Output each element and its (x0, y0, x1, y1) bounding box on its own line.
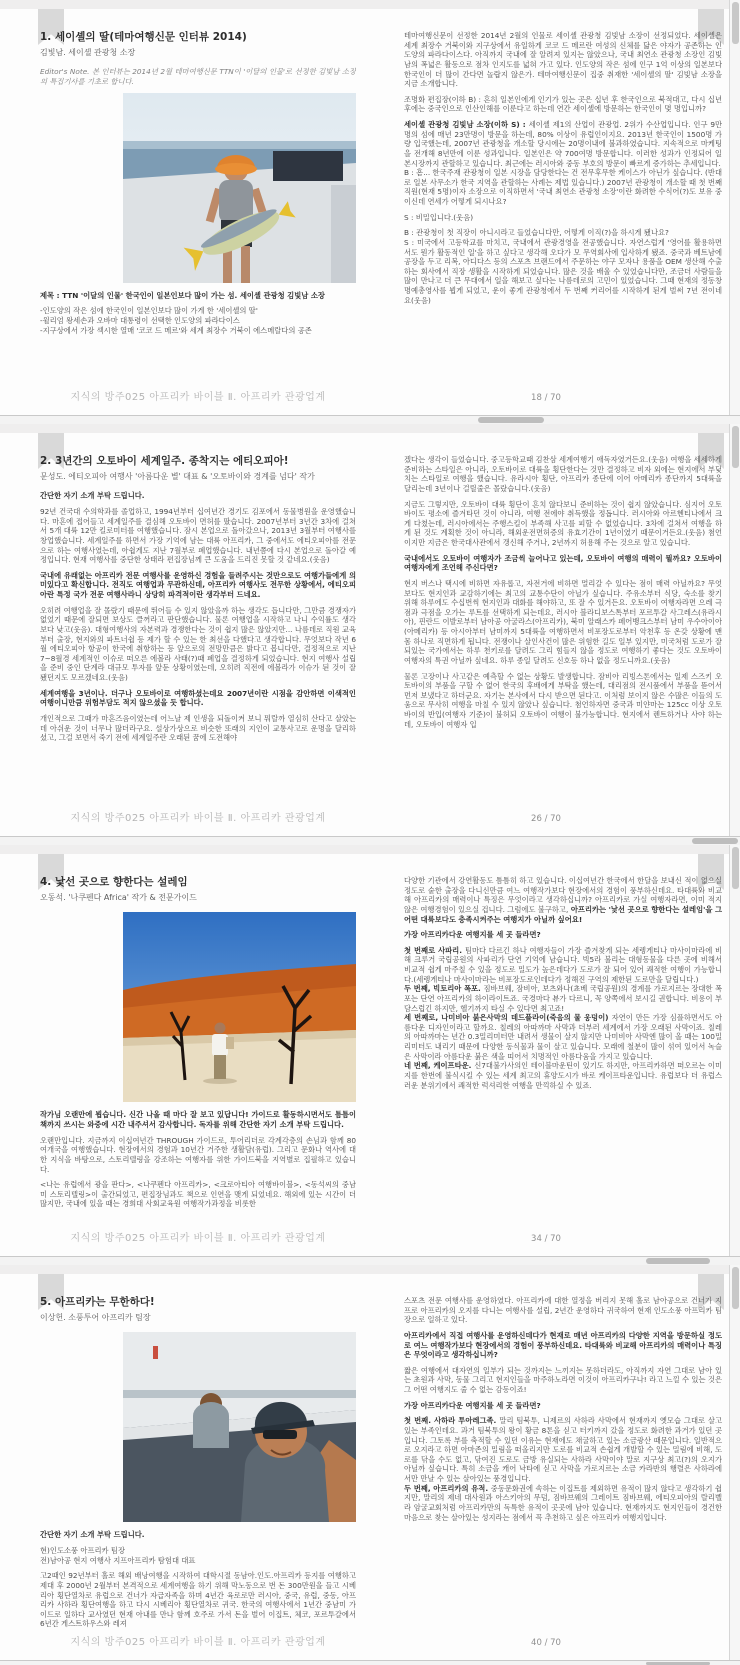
photo-namib-desert (123, 912, 356, 1102)
paragraph: S : 미국에서 고등학교를 마치고, 국내에서 관광경영을 전공했습니다. 자연스럽게 '영어를 활용하면서도 뭔가 활동적인 일'을 하고 싶다고 생각해 오다가 모 무역회사에 입사하게 됐죠. 중국과 베트남에 공장을 두고 리복, 아디다스 등의 스포츠 브랜드에서 주문하는 야구 모자나 용품을 OEM 생산해 수출하는 회사에서 직장 생활을 시작하게 되었습니다. 많은 것을 배울 수 있었습니다만, 조금더 사람들을 많이 만나고 더 큰 무대에서 일을 해보고 싶다는 나름데로의 고민이 있었습니다. 그때 현재의 정동창 명예총영사를 뵙게 되었고, 운이 좋게 관광청에서 두 번째 커리어를 시작하게 된게 벌써 7년 전이네요(웃음) (404, 237, 722, 305)
article-author: 오동석. '나쿠펜다 Africa' 작가 & 전문가이드 (40, 892, 197, 902)
article-title: 4. 낯선 곳으로 향한다는 설레임 (40, 876, 188, 888)
paragraph: 겠다는 생각이 들었습니다. 중고등학교때 김찬삼 세계여행기 애독자였거든요.(웃음) 여행을 세세하게 준비하는 스타일은 아니라, 오토바이로 대륙을 횡단한다는 것만 결정하고 비자 외에는 현지에서 부딪치는 스타일로 여행을 했습니다. 유라시아 횡단, 아프리카 종단에 이어 아메리카 종단까지 5대륙을 달리는데 3년이나 걸릴줄은 몰랐습니다.(웃음) (404, 455, 722, 493)
book-page (0, 433, 729, 836)
paragraph: 테마여행신문이 선정한 2014년 2월의 인물로 세이셸 관광청 김빛남 소장이 선정되었다. 세이셸은 세계 최장수 거북이와 지구상에서 유일하게 코코 드 메르란 여성의 신체를 닮은 야자가 공존하는 인도양의 파라다이스다. 아직까지 국내에 잘 알려져 있지는 않았으나, 국내 최연소 관광청 소장인 김빛남의 폭넓은 활동으로 점차 인지도를 넓혀 가고 있다. 인도양의 작은 섬에 인구 1억 이상의 일본보다 한국인이 더 많이 간다면 놀랍지 않은가. 테마여행신문이 집중 취재한 '세이셸의 딸' 김빛남 소장을 지금 소개합니다. (404, 31, 722, 89)
article-author: 김빛남. 세이셸 관광청 소장 (40, 47, 136, 57)
caption-line: 전)남아공 현지 여행사 지프아프리카 탐험대 대표 (40, 1555, 196, 1565)
bold-paragraph: 아프리카에서 직접 여행사를 운영하신데다가 현재로 매년 아프리카의 다양한 지역을 방문하실 정도로 여느 여행작가보다 현장에서의 경험이 풍부하신데요. 타대륙와 비교해 아프리카의 매력이나 특징은 무엇이라고 생각하십니까? (404, 1330, 722, 1360)
left-text-blocks (40, 491, 356, 742)
page-number: 40 / 70 (531, 1638, 561, 1648)
book-footer-title: 지식의 방주025 아프리카 바이블 Ⅱ. 아프리카 관광업계 (70, 1233, 326, 1244)
horizontal-scrollbar[interactable] (0, 415, 740, 424)
book-footer-title: 지식의 방주025 아프리카 바이블 Ⅱ. 아프리카 관광업계 (70, 1637, 326, 1648)
page-number: 34 / 70 (531, 1234, 561, 1244)
paragraph: 네 번째, 케이프타운. 신7대불가사의인 테이블마운틴이 있기도 하지만, 아프리카하면 떠오르는 이미지를 한번에 불식시킬 수 있는 세계 최고의 휴양도시가 바로 케이프타운입니다. 유럽보다 더 유럽스러운 분위기에서 쾌적한 럭셔리한 여행을 만끽하실 수 있죠. (404, 1061, 722, 1090)
book-page (0, 9, 729, 415)
caption-line: -윌리엄 왕세손과 오바마 대통령이 선택한 인도양의 파라다이스 (40, 315, 240, 325)
caption-line: -지구상에서 가장 섹시한 열매 '코코 드 메르'와 세계 최장수 거북이 에스메랄다의 공존 (40, 325, 312, 335)
page-spread-1 (0, 0, 740, 424)
bold-paragraph: 세계여행을 3년이나. 더구나 오토바이로 여행하셨는데요 2007년이란 시점을 감안하면 이색적인 여행이니만큼 위험부담도 적지 않으셨을 듯 합니다. (40, 688, 356, 708)
paragraph: 오히려 여행업을 잘 몰랐기 때문에 뛰어들 수 있지 않았을까 하는 생각도 듭니다만, 그만큼 경쟁자가 없었기 때문에 잘되면 보상도 클꺼라고 판단했습니다. 물론 여행업을 시작하고 나니 수익률도 생각보다 낮고(웃음). 대형여행사의 자본력과 경쟁한다는 것이 쉽지 많은 않았지만... 나름데로 직원 교육부터 출장, 현지와의 파트너쉽 등 제가 할 수 있는 한 최선을 다했다고 생각합니다. 무엇보다 작년 6월 에티오피아 항공이 한국에 취항하는 등 앞으로의 전망만큼은 밝다고 봅니다만, 결정적으로 지난 7~8월경 세계적인 이슈로 떠오른 에볼라 사태(?)때 폐업을 결정하게 되었습니다. 현지 여행사 설립을 준비 중인 단계라 대규모 투자를 앞둔 상황이였는데, 오히려 직전에 에볼라가 이슈가 된 것이 잘 됐던지도 모르겠네요.(웃음) (40, 605, 356, 683)
left-page-column (40, 31, 356, 389)
paragraph: 조명화 편집장(이하 B) : 흔히 일본인에게 인기가 있는 곳은 십년 후 한국인으로 북적대고, 다시 십년 후에는 중국인으로 인산인해를 이룬다고 하는데 연간 세이셸에 방문하는 한국인이 몇 명입니까? (404, 94, 722, 114)
bold-paragraph: 작가님 오랜만에 뵙습니다. 신간 나올 때 마다 잘 보고 있답니다! 가이드로 활동하시면서도 틈틈이 책까지 쓰시는 와중에 시간 내주셔서 감사합니다. 독자를 위해 간단한 자기 소개 부탁 드립니다. (40, 1110, 356, 1130)
vertical-scrollbar-thumb[interactable] (732, 847, 739, 889)
paragraph: 다양한 기관에서 강연활동도 틈틈히 하고 있습니다. 이십여년간 한국에서 한달을 보내신 적이 없으실 정도로 숱한 출장을 다니신만큼 여느 여행작가보다 현장에서의 경험이 풍부하신데요. 타대륙와 비교해 아프리카의 매력이나 특징은 무엇이라고 생각하십니까? 아프리카로 가실 여행자라면, 이미 적지 않은 여행경험이 있으실 겁니다. 그럼에도 불구하고, 아프리카는 '낯선 곳으로 향한다는 설레임'을 그 어떤 대륙보다도 충족시켜주는 여행지가 아닐까 싶어요! (404, 876, 722, 924)
bold-paragraph: 간단한 자기 소개 부탁 드립니다. (40, 1530, 145, 1540)
left-page-column (40, 876, 356, 1230)
paragraph: 세 번째로, 나미비아 붉은사막의 데드플라이(죽음의 물 웅덩이) 자연이 만든 가장 심플하면서도 아름다운 디자인이라고 할까요. 칠레의 아따까마 사막과 더부러 세계에서 가장 오래된 사막이죠. 칠레의 아따까마는 년간 0.3밀리미터만 내려서 생물이 살지 않지만 나미비아 사막엔 많이 올 때는 100밀리미터도 내리기 때문에 다양한 동식물과 물이 살고 있습니다. 모래에 철분이 많이 섞여 있어서 녹슬은 사막이라 아름다운 붉은 색을 띠어서 치명적인 아름다움을 가지고 있습니다. (404, 1013, 722, 1061)
vertical-scrollbar-thumb[interactable] (732, 1267, 739, 1309)
paragraph: 물론 고장이나 사고같은 예측할 수 없는 상황도 발생합니다. 잠비아 리빙스톤에서는 일제 스즈키 오토바이의 부품을 구할 수 없어 한국의 후배에게 부탁을 했는데, 대리점의 전시품에서 부품을 뜯어서 먼저 보냈다고 하더군요. 자기는 본사에서 다시 받으면 된다고. 이처럼 보이지 않은 수많은 이들의 도움으로 무사히 여행을 마칠 수 있지 않았나 싶습니다. 첨언하자면 중국과 미얀마는 125cc 이상 오토바이의 반입(여행자 기준)이 불허되 오토바이 여행이 불가능합니다. 현지에서 렌트하거나 사야 하는데, 오토바이 여행자 입 (404, 671, 722, 729)
vertical-scrollbar-thumb[interactable] (732, 426, 739, 468)
fishing-photo-illustration (123, 93, 356, 283)
vertical-scrollbar[interactable] (729, 0, 740, 415)
paragraph: 오랜만입니다. 지금까지 이십여년간 THROUGH 가이드로, 투어리더로 각계각층의 손님과 함께 80여개국을 여행했습니다. 현장에서의 경험과 10년간 거주한 생활담(유럽). 그리고 문화나 역사에 대한 지식을 바탕으로, 스토리텔링을 강조하는 여행자를 위한 가이드북을 지역별로 집필하고 있습니다. (40, 1135, 356, 1174)
paragraph: 고2때인 92년부터 홀로 해외 배낭여행을 시작하여 대학시절 동남아.인도.아프리카 등지를 여행하고 제대 후 2000년 2월부터 본격적으로 세계여행을 하기 위해 막노동으로 번 돈 300만원을 들고 시베리아 횡단열차로 유럽으로 건너가 자급자족을 하며 4년간 육로로만 러시아, 중국, 유럽, 중동, 아프리카 사하라 횡단여행을 하고 다시 시베리아 횡단열차로 귀국. 한국의 여행사에서 1년간 중남미 가이드로 일하다 교사였던 현재 아내를 만나 함께 호주로 가서 돈을 벌어 이집트, 체코, 포르투갈에서 6년간 게스트하우스와 레져 (40, 1571, 356, 1629)
left-page-column (40, 1296, 356, 1634)
paragraph: 지금도 그렇지만, 오토바이 대륙 횡단이 흔치 않다보니 준비하는 것이 쉽지 않았습니다. 심지어 오토바이도 평소에 즐겨타던 것이 아니라, 여행 전에야 취득했을 정돕니다. 러시아와 아르헨티나에서 크게 다쳤는데, 러시아에서는 주행스킬이 부족해 사고를 피할 수 없었습니다. 3차에 걸쳐서 여행을 하게 된 것도 계획한 것이 아니라, 해외운전면허증의 유효기간이 1년이였기 때문이거든요.(웃음) 첨언이지만 지금은 한국대사관에서 갱신해 주거나, 2년까지 허용해 주는 것으로 알고 있습니다. (404, 499, 722, 547)
desert-photo-illustration (123, 912, 356, 1102)
bold-paragraph: 가장 아프리카다운 여행지를 세 곳 들라면? (404, 930, 541, 940)
page-spread-2 (0, 424, 740, 845)
page-number: 26 / 70 (531, 814, 561, 824)
photo-boat-selfie (123, 1332, 356, 1522)
article-title: 5. 아프리카는 무한하다! (40, 1296, 155, 1308)
paragraph: 짧은 여행에서 대자연의 일부가 되는 것까지는 느끼지는 못하더라도, 아직까지 자연 그대로 남아 있는 초원과 사막, 동물 그리고 현지인들을 마주하노라면 이것이 아프리카구나! 라고 느낄 수 있는 것은 그 어떤 여행지도 줄 수 없는 감동이죠! (404, 1365, 722, 1394)
book-footer-title: 지식의 방주025 아프리카 바이블 Ⅱ. 아프리카 관광업계 (70, 392, 326, 403)
editors-note: Editor's Note. 본 인터뷰는 2014년 2월 테마여행신문 TTN이 '이달의 인물'로 선정한 김빛남 소장의 특집기사를 기초로 합니다. (40, 67, 356, 87)
article-title: 2. 3년간의 오토바이 세계일주. 종착지는 에티오피아! (40, 455, 289, 467)
article-author: 이상헌. 소풍투어 아프리카 팀장 (40, 1312, 151, 1322)
caption-line: -인도양의 작은 섬에 한국인이 일본인보다 많이 가게 한 '세이셸의 딸' (40, 306, 258, 316)
book-page (0, 854, 729, 1256)
paragraph: 92년 건국대 수의학과를 졸업하고, 1994년부터 십여년간 경기도 김포에서 동물병원을 운영했습니다. 마흔에 접어들고 세계일주를 결심해 오토바이 면허를 땄습니다. 2007년부터 3년간 3차에 걸쳐서 5개 대륙 12만 킬로미터를 여행했습니다. 잠시 본업으로 돌아갔으나, 2013년 3월부터 여행사를 창업했습니다. 세계일주를 하면서 가장 기억에 남는 대륙 아프리카, 그 중에서도 에티오피아를 전문으로 하는 여행사였는데, 아쉽게도 지난 7월부로 폐업했습니다. 내년쯤에 다시 본업으로 돌아갈 예정입니다. 현재 여행사를 중단한 상태라 편집장님께 큰 도움을 드리진 못할 것 같네요.(웃음) (40, 507, 356, 565)
book-page (0, 1274, 729, 1660)
article-title: 1. 세이셸의 딸(테마여행신문 인터뷰 2014) (40, 31, 247, 43)
bold-paragraph: 간단한 자기 소개 부탁 드립니다. (40, 491, 145, 501)
vertical-scrollbar[interactable] (729, 1265, 740, 1660)
bold-paragraph: 가장 아프리카다운 여행지를 세 곳 들라면? (404, 1400, 541, 1410)
right-page-column (404, 876, 722, 1230)
page-spread-4 (0, 1265, 740, 1665)
caption-line: B : 관광청이 첫 직장이 아니시라고 들었습니다만, 어떻게 이직(?)을 하시게 됐나요? (404, 228, 669, 238)
left-text-blocks (40, 1110, 356, 1209)
right-page-column (404, 1296, 722, 1634)
horizontal-scrollbar[interactable] (0, 1660, 740, 1665)
horizontal-scrollbar[interactable] (0, 1256, 740, 1265)
paragraph: 첫 번째. 사하라 투아레그족. 말리 팀북투, 니제르의 사하라 사막에서 현재까지 옛모습 그대로 살고 있는 부족인데요. 과거 팀북투의 왕이 황금 8톤을 싣고 터키까지 갔을 정도로 화려한 과거가 있던 곳입니다. 그토록 부를 축적할 수 있던 이유는 현재에도 채굴하고 있는 소금광산 때문입니다. 일반적으로 오지라고 하면 아마존의 밀림을 떠올리지만 도로를 비교적 손쉽게 개발할 수 있는 밀림에 비해, 도로를 닦을 수도 없고, 닦여진 도로도 금방 유실되는 사하라 사막이야 말로 지구상 최고(?)의 오지가 아닐까 싶습니다. 특히 소금을 캐어 낙타에 싣고 사막을 가로지르는 소금 카라반의 행렬은 사하라에서만 만날 수 있는 살아있는 풍경입니다. (404, 1416, 722, 1483)
book-footer-title: 지식의 방주025 아프리카 바이블 Ⅱ. 아프리카 관광업계 (70, 813, 326, 824)
right-page-column (404, 31, 722, 389)
editors-note-block (40, 67, 356, 86)
page-spread-3 (0, 845, 740, 1265)
left-text-blocks (40, 1530, 356, 1629)
page-number: 18 / 70 (531, 393, 561, 403)
boat-selfie-photo-illustration (123, 1332, 356, 1522)
article-author: 문성도. 에티오피아 여행사 '아름다운 별' 대표 & '오토바이와 경계를 넘다' 작가 (40, 471, 315, 481)
paragraph: B : 흠... 한국주재 관광청이 일본 시장을 담당한다는 건 전무후무한 케이스가 아닌가 싶습니다. (반대로 일본 사무소가 한국 지역을 관할하는 사례는 제법 있습니다.) 2007년 관광청이 개소할 때 첫 번째 직원(현재 5명)이자 소장으로 이직하면서 '국내 최연소 관광청 소장'이란 화려한 수식어(?)도 보유 중이신데 연세가 어떻게 되시나요? (404, 168, 722, 206)
photo-caption-block (40, 291, 356, 336)
paragraph: 세이셸 관광청 김빛남 소장(이하 S) : 세이셸 제1의 산업이 관광업. 2위가 수산업입니다. 인구 9만명의 섬에 매년 23만명이 방문을 하는데, 80% 이상이 유럽인이지요. 2013년 한국인이 1500명 가량 입국했는데, 2007년 관광청을 개소할 당시에는 20명이내에 불과하였습니다. 지속적으로 마케팅을 전개해 8년만에 이룬 성과입니다. 일본인은 약 700여명 방문합니다. 이러한 성과가 인정되어 일본시장까지 관할하고 있습니다. 최근에는 러시아와 중동 부호의 방문이 빠르게 증가하는 추세입니다. (404, 120, 722, 168)
bold-paragraph: 국내에 유래없는 아프리카 전문 여행사를 운영하신 경험을 들려주시는 것만으로도 여행가들에게 의미있다고 확신합니다. 전직도 여행업과 무관하신데, 아프리카 여행사도 전무한 상황에서, 에티오피아란 특정 국가 전문 여행사라니 상당히 파격적이란 생각부터 드네요. (40, 570, 356, 600)
paragraph: 두 번째, 아프리카의 유적. 중동문화권에 속하는 이집트를 제외하면 유적이 많지 않다고 생각하기 쉽지만, 말리의 제네 대사원과 아스키아의 무덤, 짐바브웨의 그레이트 짐바브웨, 에티오피아의 랄리벨라 암굴교회처럼 아프리카만의 독특한 유적이 곳곳에 남아 있습니다. 현재까지도 현지인들이 경건한 마음으로 찾는 살아있는 성지라는 점에서 꼭 추천하고 싶은 아프리카 여행지입니다. (404, 1483, 722, 1522)
horizontal-scrollbar-thumb[interactable] (646, 1258, 710, 1264)
horizontal-scrollbar-thumb[interactable] (478, 417, 544, 423)
left-page-column (40, 455, 356, 810)
horizontal-scrollbar-thumb[interactable] (692, 838, 738, 844)
caption-line: 현)인도소풍 아프리카 팀장 (40, 1546, 126, 1556)
paragraph: 스포츠 전문 여행사를 운영하였다. 아프리카에 대한 열정을 버리지 못해 홀로 남아공으로 건너가 지프로 아프리카의 오지를 다니는 여행사를 설립, 2년간 운영하다 귀국하여 현재 인도소풍 아프리카 팀장으로 일하고 있다. (404, 1296, 722, 1325)
paragraph: 첫 번째로 사파리. 팀마다 다르긴 하나 여행자들이 가장 즐겨찾게 되는 세렝게티나 마사이마라에 비해 크루거 국립공원의 사파리가 단연 기억에 남습니다. 빅5라 불리는 대형동물을 다른 곳에 비해서 비교적 쉽게 마주칠 수 있을 정도로 밀도가 높은데다가 도로가 잘 되어 있어 쾌적한 여행이 가능합니다.(세렝게티나 마사이마라는 비포장도로인데다가 정해진 구역의 제한된 도로만을 달립니다.) (404, 945, 722, 984)
paragraph: <나는 유럽에서 광을 판다>, <나쿠펜다 아프리카>, <크로아티아 여행바이블>, <동석씨의 중남미 스토리텔링>이 출간되었고, 편집장님과도 책으로 인연을 맺게 되었네요. 해외에 있는 시간이 더 많지만, 국내에 있을 때는 경희대 사회교육원 여행작가과정을 비롯한 (40, 1180, 356, 1209)
right-page-column (404, 455, 722, 810)
paragraph: 두 번째, 빅토리아 폭포. 짐바브웨, 잠비아, 보츠와나(쵸베 국립공원)의 경계를 가로지르는 장대한 폭포는 단연 아프리카의 하이라이트죠. 국경마다 뷰가 다르니, 꼭 양쪽에서 보시길 권합니다. 비용이 부담스럽긴 하지만, 헬기까지 타실 수 있다면 최고죠! (404, 984, 722, 1013)
bold-paragraph: 국내에서도 오토바이 여행자가 조금씩 늘어나고 있는데, 오토바이 여행의 매력이 뭘까요? 오토바이 여행자에게 조언해 주신다면? (404, 553, 722, 573)
bold-paragraph: 제목 : TTN '이달의 인물' 한국인이 일본인보다 많이 가는 섬. 세이셸 관광청 김빛남 소장 (40, 290, 325, 300)
caption-line: S : 비밀입니다.(웃음) (404, 212, 474, 222)
vertical-scrollbar[interactable] (729, 424, 740, 836)
photo-seychelles-fishing (123, 93, 356, 283)
vertical-scrollbar[interactable] (729, 845, 740, 1256)
vertical-scrollbar-thumb[interactable] (732, 2, 739, 44)
paragraph: 개인적으로 그때가 마흔즈음이였는데 어느날 제 인생을 되돌이켜 보니 뭐랄까 열심히 산다고 살았는데 아쉬운 것이 너무나 많더라구요. 설상가상으로 비슷한 또래의 지인이 교통사고로 운명을 달리하셨고, 그걸 보면서 죽기 전에 세계일주란 오래된 꿈에 도전해야 (40, 713, 356, 743)
paragraph: 현지 버스나 택시에 비하면 자유롭고, 자전거에 비하면 멀리갈 수 있다는 점이 매력 아닐까요? 무엇보다도 현지인과 교감하기에는 최고의 교통수단이 아닐가 싶습니다. 주유소부터 식당, 숙소를 찾기 위해 하루에도 수십번씩 현지인과 대화를 해야하고, 또 잘 수 있거든요. 오토바이 여행자라면 으레 극점과 극점을 오가는 루트를 선택하게 되는데요, 러시아 블라디보스톡부터 포르투갈 사그레스(유라시아), 핀란드 이발로부터 남아공 아굴라스(아프리카), 북미 알래스카 페어뱅크스부터 남미 우수아이아(아메리카) 등 아시아부터 남미까지 5대륙을 여행하면서 비포장도로부터 악천후 등 온갖 상황에 맨 몸 하나로 직면하게 됩니다. 전쟁이나 살인사건이 많은 위험한 길도 일부 있지만, 미국처럼 도로가 잘되있는 국가에서는 하루 천키로를 달려도 그리 힘들지 않을 정도로 여행하기 좋다는 것도 오토바이 여행자의 특권 아닐까 싶네요. 하루 종일 달려도 신호등 하나 없을 정도니까요.(웃음) (404, 578, 722, 665)
horizontal-scrollbar[interactable] (0, 836, 740, 845)
